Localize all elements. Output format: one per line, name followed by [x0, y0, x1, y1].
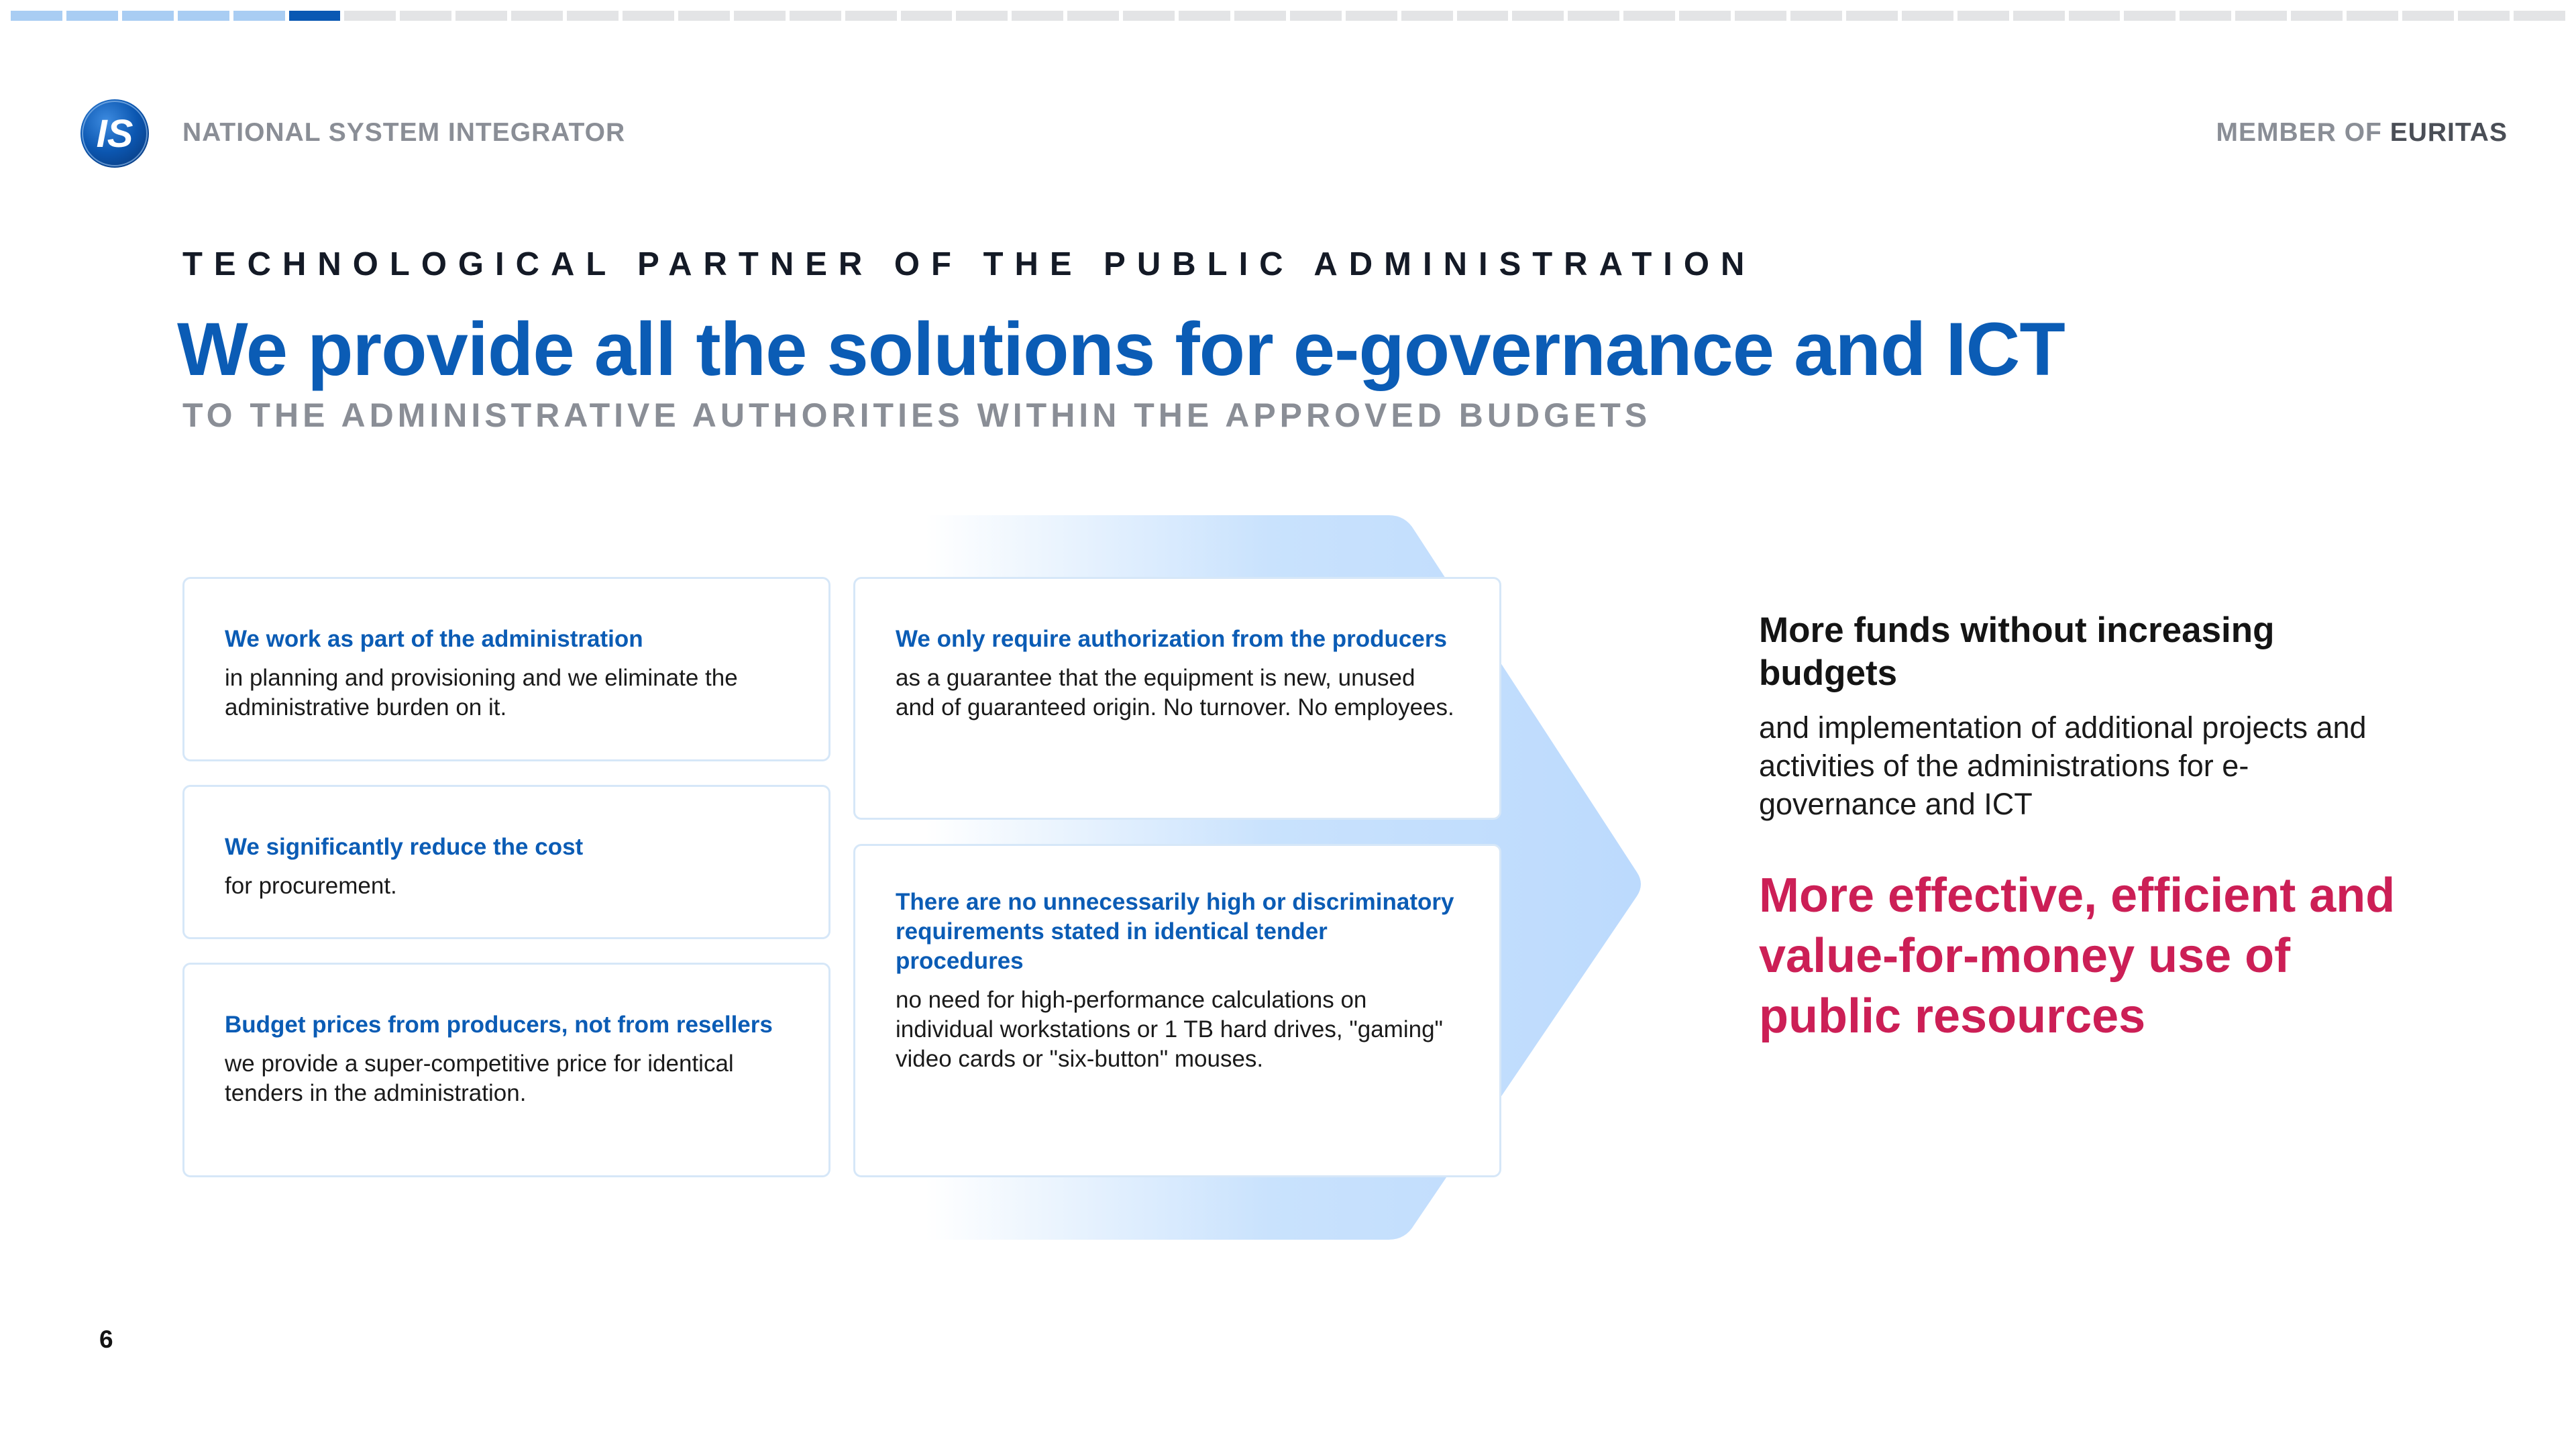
card-title: We work as part of the administration — [225, 626, 643, 652]
card-text: in planning and provisioning and we eliminate the administrative burden on it. — [225, 665, 738, 720]
conclusion-statement: More effective, efficient and value-for-money use of public resources — [1759, 869, 2396, 1043]
slide-subhead: TO THE ADMINISTRATIVE AUTHORITIES WITHIN THE APPROVED BUDGETS — [182, 396, 1652, 434]
benefit-card-producer-authorization — [853, 577, 1501, 820]
card-title: Budget prices from producers, not from resellers — [225, 1012, 773, 1038]
card-title: We only require authorization from the producers — [896, 626, 1447, 652]
membership-org: EURITAS — [2390, 118, 2508, 147]
card-text: no need for high-performance calculations on individual workstations or 1 TB hard drives, "gaming" video cards or "six-button" mouses. — [896, 987, 1443, 1072]
benefit-card-work-with-administration — [182, 577, 830, 761]
card-title: There are no unnecessarily high or discriminatory requirements stated in identical tender procedures — [896, 889, 1454, 974]
slide-headline: We provide all the solutions for e-governance and ICT — [177, 307, 2065, 391]
company-tagline: NATIONAL SYSTEM INTEGRATOR — [182, 118, 626, 147]
card-text: as a guarantee that the equipment is new, unused and of guaranteed origin. No turnover. No employees. — [896, 665, 1454, 720]
card-title: We significantly reduce the cost — [225, 834, 584, 860]
svg-text:IS: IS — [96, 112, 133, 156]
page-number: 6 — [99, 1326, 113, 1353]
card-text: we provide a super-competitive price for identical tenders in the administration. — [225, 1051, 734, 1106]
benefit-title: More funds without increasing budgets — [1759, 610, 2275, 693]
membership-prefix: MEMBER OF — [2216, 118, 2382, 147]
card-text: for procurement. — [225, 873, 397, 899]
benefit-card-budget-prices — [182, 963, 830, 1177]
benefit-text: and implementation of additional projects and activities of the administrations for e-governance and ICT — [1759, 710, 2367, 821]
benefit-card-reduce-cost — [182, 785, 830, 939]
slide-eyebrow: TECHNOLOGICAL PARTNER OF THE PUBLIC ADMINISTRATION — [182, 246, 1756, 282]
benefit-card-no-high-requirements — [853, 844, 1501, 1177]
